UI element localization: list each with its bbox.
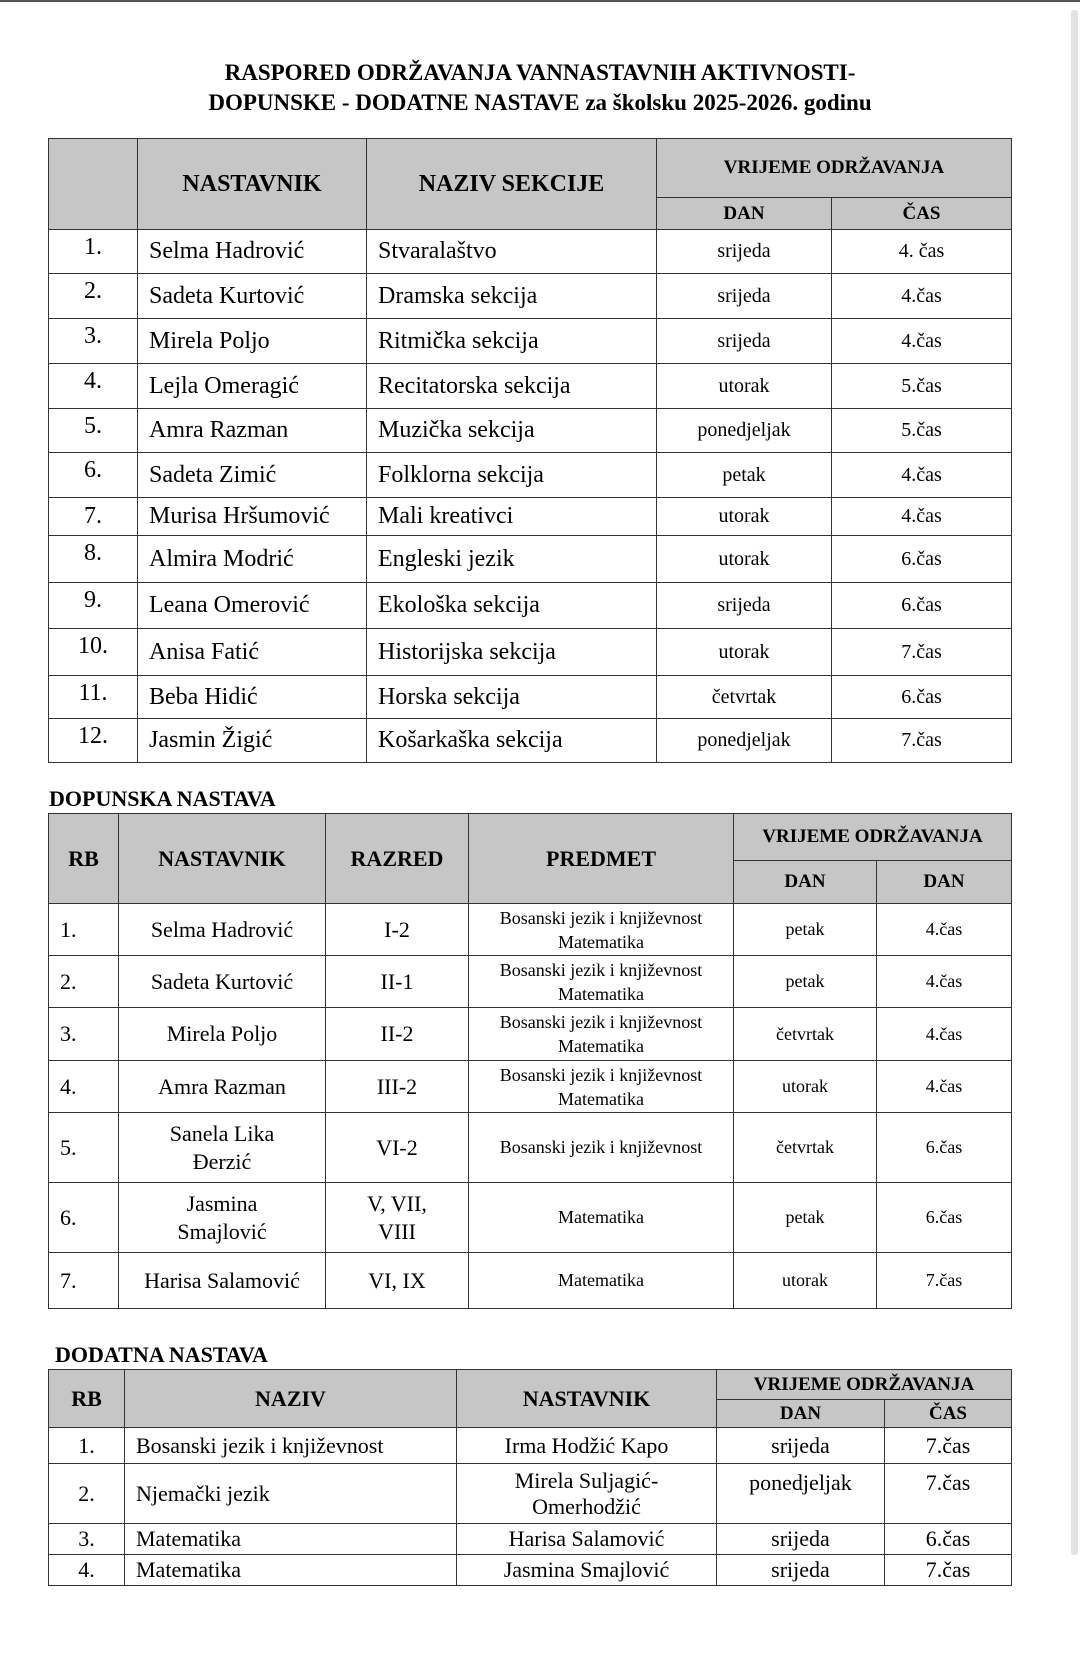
dan-cell: četvrtak <box>734 1008 877 1061</box>
rb-cell: 6. <box>49 1183 119 1253</box>
table-row <box>49 319 1012 364</box>
cas-cell: 7.čas <box>832 629 1012 676</box>
nastavnik-cell: Harisa Salamović <box>119 1253 326 1309</box>
table-row <box>49 583 1012 629</box>
table-row <box>49 498 1012 536</box>
naziv-cell: Njemački jezik <box>125 1464 457 1524</box>
cas-cell: 5.čas <box>832 364 1012 409</box>
cas-cell: 4.čas <box>877 904 1012 956</box>
dan-cell: četvrtak <box>657 676 832 719</box>
cas-cell: 4. čas <box>832 230 1012 274</box>
predmet-cell: Bosanski jezik i književnost Matematika <box>469 956 734 1008</box>
vrijeme-odrzavanja-header: VRIJEME ODRŽAVANJA <box>734 814 1012 861</box>
dan-header: DAN <box>734 861 877 904</box>
sekcija-cell: Košarkaška sekcija <box>367 719 657 763</box>
rb-cell: 1. <box>49 904 119 956</box>
dan-cell: srijeda <box>717 1555 885 1586</box>
nastavnik-cell: Sadeta Zimić <box>138 453 367 498</box>
razred-cell: III-2 <box>326 1061 469 1113</box>
dan-cell: utorak <box>734 1061 877 1113</box>
sekcija-cell: Folklorna sekcija <box>367 453 657 498</box>
nastavnik-cell: Amra Razman <box>138 409 367 453</box>
naziv-header: NAZIV <box>125 1370 457 1428</box>
vrijeme-odrzavanja-header: VRIJEME ODRŽAVANJA <box>717 1370 1012 1400</box>
dan-cell: srijeda <box>717 1428 885 1464</box>
table-row <box>49 274 1012 319</box>
naziv-cell: Matematika <box>125 1524 457 1555</box>
document-title-line-2: DOPUNSKE - DODATNE NASTAVE za školsku 2025-2026. godinu <box>208 90 872 115</box>
rb-cell: 11. <box>49 676 138 719</box>
cas-cell: 6.čas <box>832 536 1012 583</box>
nastavnik-cell: Beba Hidić <box>138 676 367 719</box>
top-border-line <box>0 0 1080 2</box>
nastavnik-cell: Selma Hadrović <box>138 230 367 274</box>
table-row <box>49 409 1012 453</box>
nastavnik-cell: Harisa Salamović <box>457 1524 717 1555</box>
nastavnik-cell: Selma Hadrović <box>119 904 326 956</box>
rb-cell: 5. <box>49 409 138 453</box>
cas-cell: 7.čas <box>877 1253 1012 1309</box>
nastavnik-cell: Sanela Lika Đerzić <box>119 1113 326 1183</box>
dan-cell: srijeda <box>657 319 832 364</box>
dan-cell: utorak <box>734 1253 877 1309</box>
nastavnik-header: NASTAVNIK <box>138 139 367 230</box>
table-row <box>49 536 1012 583</box>
nastavnik-cell: Mirela Poljo <box>138 319 367 364</box>
table-row <box>49 230 1012 274</box>
nastavnik-cell: Almira Modrić <box>138 536 367 583</box>
rb-cell: 4. <box>49 1555 125 1586</box>
sekcija-cell: Muzička sekcija <box>367 409 657 453</box>
cas-cell: 7.čas <box>885 1464 1012 1524</box>
dan-header: DAN <box>657 198 832 230</box>
rb-cell: 10. <box>49 629 138 676</box>
dan-cell: ponedjeljak <box>657 409 832 453</box>
cas-cell: 6.čas <box>877 1183 1012 1253</box>
table-row <box>49 1524 1012 1555</box>
table-row <box>49 1428 1012 1464</box>
sekcija-cell: Ritmička sekcija <box>367 319 657 364</box>
rb-cell: 6. <box>49 453 138 498</box>
rb-cell: 2. <box>49 274 138 319</box>
razred-cell: II-2 <box>326 1008 469 1061</box>
rb-cell: 5. <box>49 1113 119 1183</box>
dan-cell: utorak <box>657 364 832 409</box>
sekcije-table <box>48 138 1012 763</box>
cas-cell: 6.čas <box>832 583 1012 629</box>
dan-cell: utorak <box>657 498 832 536</box>
nastavnik-cell: Jasmina Smajlović <box>119 1183 326 1253</box>
cas-cell: 6.čas <box>885 1524 1012 1555</box>
dan-cell: ponedjeljak <box>717 1464 885 1524</box>
cas-cell: 7.čas <box>885 1555 1012 1586</box>
cas-cell: 5.čas <box>832 409 1012 453</box>
cas-cell: 7.čas <box>885 1428 1012 1464</box>
dan-cell: petak <box>734 956 877 1008</box>
rb-cell: 9. <box>49 583 138 629</box>
table-row <box>49 1113 1012 1183</box>
cas-cell: 4.čas <box>877 1061 1012 1113</box>
table-row <box>49 1555 1012 1586</box>
document-title-line-1: RASPORED ODRŽAVANJA VANNASTAVNIH AKTIVNOSTI- <box>224 60 856 85</box>
nastavnik-cell: Anisa Fatić <box>138 629 367 676</box>
predmet-cell: Bosanski jezik i književnost Matematika <box>469 904 734 956</box>
cas-cell: 4.čas <box>832 319 1012 364</box>
scrollbar[interactable] <box>1071 10 1078 1555</box>
dan-cell: srijeda <box>657 583 832 629</box>
sekcija-cell: Historijska sekcija <box>367 629 657 676</box>
razred-cell: VI-2 <box>326 1113 469 1183</box>
razred-cell: I-2 <box>326 904 469 956</box>
predmet-cell: Bosanski jezik i književnost Matematika <box>469 1061 734 1113</box>
cas-cell: 4.čas <box>877 956 1012 1008</box>
dan-cell: utorak <box>657 536 832 583</box>
sekcija-cell: Ekološka sekcija <box>367 583 657 629</box>
rb-cell: 3. <box>49 319 138 364</box>
dan-cell: petak <box>657 453 832 498</box>
dan-cell: srijeda <box>657 230 832 274</box>
table-row <box>49 719 1012 763</box>
naziv-sekcije-header: NAZIV SEKCIJE <box>367 139 657 230</box>
nastavnik-cell: Leana Omerović <box>138 583 367 629</box>
predmet-cell: Matematika <box>469 1253 734 1309</box>
dan-header-2: DAN <box>877 861 1012 904</box>
rb-cell: 2. <box>49 1464 125 1524</box>
predmet-cell: Matematika <box>469 1183 734 1253</box>
dan-cell: petak <box>734 1183 877 1253</box>
rb-cell: 7. <box>49 498 138 536</box>
nastavnik-cell: Mirela Poljo <box>119 1008 326 1061</box>
razred-header: RAZRED <box>326 814 469 904</box>
table-row <box>49 1008 1012 1061</box>
nastavnik-cell: Murisa Hršumović <box>138 498 367 536</box>
cas-header: ČAS <box>832 198 1012 230</box>
cas-cell: 6.čas <box>832 676 1012 719</box>
rb-header: RB <box>49 814 119 904</box>
nastavnik-cell: Jasmina Smajlović <box>457 1555 717 1586</box>
sekcija-cell: Dramska sekcija <box>367 274 657 319</box>
razred-cell: VI, IX <box>326 1253 469 1309</box>
table-row <box>49 1464 1012 1524</box>
rb-cell: 7. <box>49 1253 119 1309</box>
rb-cell: 1. <box>49 230 138 274</box>
dodatna-nastava-label: DODATNA NASTAVA <box>55 1342 268 1367</box>
sekcija-cell: Horska sekcija <box>367 676 657 719</box>
cas-header: ČAS <box>885 1400 1012 1428</box>
nastavnik-cell: Lejla Omeragić <box>138 364 367 409</box>
table-row <box>49 1061 1012 1113</box>
nastavnik-cell: Sadeta Kurtović <box>138 274 367 319</box>
predmet-cell: Bosanski jezik i književnost <box>469 1113 734 1183</box>
rb-cell: 1. <box>49 1428 125 1464</box>
cas-cell: 4.čas <box>832 274 1012 319</box>
rb-cell: 3. <box>49 1008 119 1061</box>
cas-cell: 6.čas <box>877 1113 1012 1183</box>
sekcija-cell: Engleski jezik <box>367 536 657 583</box>
table-row <box>49 1183 1012 1253</box>
rb-cell: 2. <box>49 956 119 1008</box>
naziv-cell: Bosanski jezik i književnost <box>125 1428 457 1464</box>
dopunska-nastava-label: DOPUNSKA NASTAVA <box>49 786 276 811</box>
nastavnik-cell: Jasmin Žigić <box>138 719 367 763</box>
dan-cell: petak <box>734 904 877 956</box>
table-row <box>49 453 1012 498</box>
predmet-cell: Bosanski jezik i književnost Matematika <box>469 1008 734 1061</box>
rb-header: RB <box>49 1370 125 1428</box>
table-row <box>49 364 1012 409</box>
dan-cell: srijeda <box>717 1524 885 1555</box>
table-row <box>49 629 1012 676</box>
dan-cell: ponedjeljak <box>657 719 832 763</box>
dan-cell: srijeda <box>657 274 832 319</box>
dopunska-table <box>48 813 1012 1309</box>
table-row <box>49 1253 1012 1309</box>
sekcija-cell: Mali kreativci <box>367 498 657 536</box>
cas-cell: 4.čas <box>877 1008 1012 1061</box>
dan-cell: utorak <box>657 629 832 676</box>
sekcija-cell: Stvaralaštvo <box>367 230 657 274</box>
vrijeme-odrzavanja-header: VRIJEME ODRŽAVANJA <box>657 139 1012 198</box>
nastavnik-header: NASTAVNIK <box>457 1370 717 1428</box>
rb-cell: 8. <box>49 536 138 583</box>
table-row <box>49 904 1012 956</box>
razred-cell: V, VII, VIII <box>326 1183 469 1253</box>
rb-cell: 4. <box>49 364 138 409</box>
table-row <box>49 956 1012 1008</box>
dan-header: DAN <box>717 1400 885 1428</box>
nastavnik-cell: Amra Razman <box>119 1061 326 1113</box>
nastavnik-cell: Mirela Suljagić- Omerhodžić <box>457 1464 717 1524</box>
nastavnik-cell: Sadeta Kurtović <box>119 956 326 1008</box>
cas-cell: 4.čas <box>832 498 1012 536</box>
dodatna-table <box>48 1369 1012 1586</box>
razred-cell: II-1 <box>326 956 469 1008</box>
rb-cell: 3. <box>49 1524 125 1555</box>
rb-cell: 4. <box>49 1061 119 1113</box>
cas-cell: 7.čas <box>832 719 1012 763</box>
cas-cell: 4.čas <box>832 453 1012 498</box>
rb-cell: 12. <box>49 719 138 763</box>
sekcija-cell: Recitatorska sekcija <box>367 364 657 409</box>
naziv-cell: Matematika <box>125 1555 457 1586</box>
predmet-header: PREDMET <box>469 814 734 904</box>
dan-cell: četvrtak <box>734 1113 877 1183</box>
table-row <box>49 676 1012 719</box>
rb-header-empty <box>49 139 138 230</box>
nastavnik-cell: Irma Hodžić Kapo <box>457 1428 717 1464</box>
nastavnik-header: NASTAVNIK <box>119 814 326 904</box>
